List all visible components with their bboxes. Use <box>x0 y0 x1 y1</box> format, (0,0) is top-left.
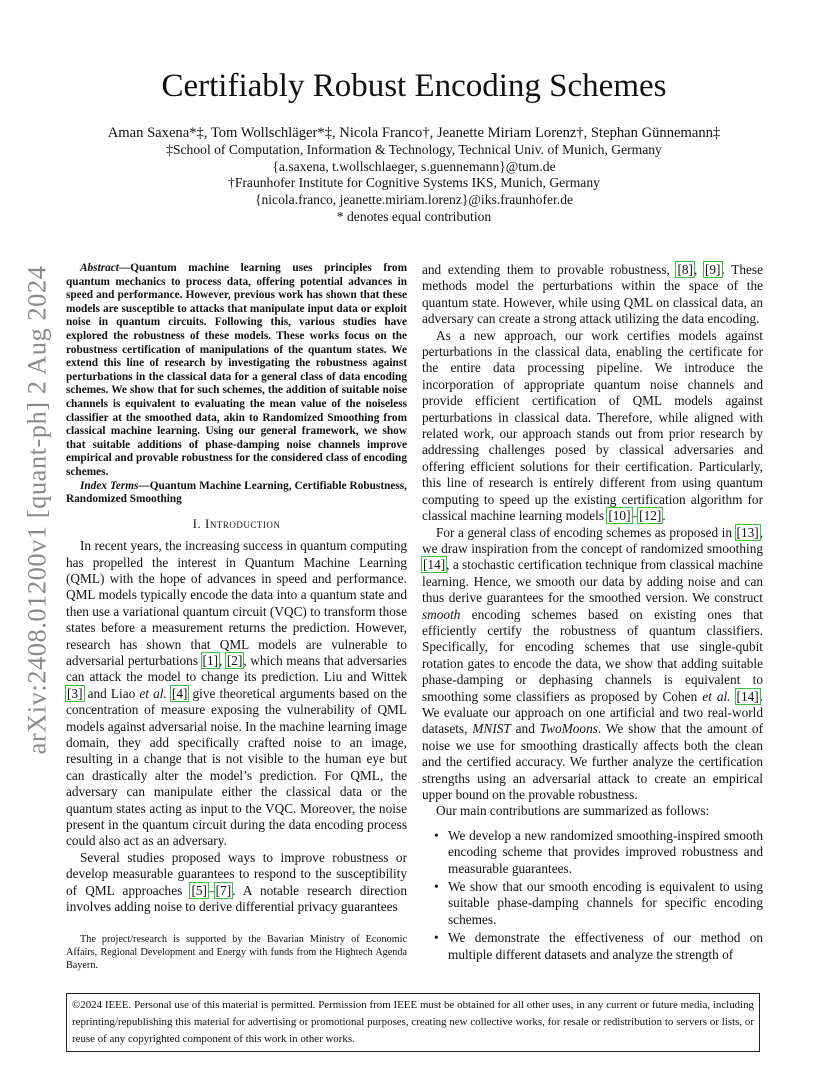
emphasis-smooth: smooth <box>422 606 461 622</box>
text-run: and extending them to provable robustness, <box>422 262 677 277</box>
arxiv-identifier <box>6 265 68 755</box>
text-run: In recent years, the increasing success in quantum computing has propelled the interest in Quantum Machine Learning (QML) with the hope of advances in speed and performance. QML models typically encode the data into a quantum state and then use a variational quantum circuit (VQC) to transform those states before a measurement returns the prediction. However, research has shown that QML models are vulnerable to adversarial perturbations <box>66 538 407 668</box>
citation-link[interactable]: [14] <box>423 557 446 573</box>
text-run: . We show that the amount of noise we use for smoothing drastically affects both the clean and the certified accuracy. We further analyze the certification strengths using an adversarial attack to create an empirical upper bound on the provable robustness. <box>422 721 763 802</box>
section-title: Introduction <box>205 515 281 531</box>
abstract <box>66 262 407 480</box>
right-column <box>422 262 763 965</box>
intro-paragraph-4 <box>422 328 763 525</box>
text-run: encoding schemes based on existing ones that efficiently certify the robustness of quantum classifiers. Specifically, for encoding schemes that use single-qubit rotation gates to encode the data, we show that adding suitable phase-damping or dephasing channels is equivalent to smoothing some classifiers as proposed by Cohen <box>422 606 763 704</box>
text-run: , which means that adversaries can attack the model to change its prediction. Liu and Wittek <box>66 652 407 685</box>
text-run: and Liao <box>83 685 140 701</box>
text-run <box>731 689 736 704</box>
citation-link[interactable]: [9] <box>704 262 721 277</box>
text-run: . <box>662 508 666 524</box>
contributions-intro: Our main contributions are summarized as follows: <box>436 803 710 819</box>
text-run: For a general class of encoding schemes as proposed in <box>436 524 736 540</box>
text-run: As a new approach, our work certifies models against perturbations in the classical data, enabling the certificate for the entire data processing pipeline. We introduce the incorporation of appropriate quantum noise channels and provide efficient certification of QML models against perturbations in classical data. Therefore, while aligned with related work, our approach stands out from prior research by addressing challenges posed by classical adversaries and offering efficient solutions for their certification. Particularly, this line of research is entirely different from using quantum computing to speed up the existing certification algorithm for classical machine learning models <box>422 327 763 524</box>
text-run: , we draw inspiration from the concept of randomized smoothing <box>422 524 763 556</box>
dataset-mnist: MNIST <box>472 721 511 737</box>
text-run: . A notable research direction involves adding noise to derive differential privacy guarantees <box>66 882 407 915</box>
author-list: Aman Saxena*‡, Tom Wollschläger*‡, Nicola Franco†, Jeanette Miriam Lorenz†, Stephan Günnemann‡ <box>107 125 721 141</box>
citation-link[interactable]: [12] <box>639 508 662 524</box>
text-run: – <box>631 508 639 524</box>
citation-link[interactable]: [1] <box>202 652 219 668</box>
intro-paragraph-3 <box>422 262 763 328</box>
author-block <box>0 124 828 226</box>
affiliation-tum: ‡School of Computation, Information & Technology, Technical Univ. of Munich, Germany <box>166 142 662 157</box>
affiliation-fraunhofer: †Fraunhofer Institute for Cognitive Systems IKS, Munich, Germany <box>228 175 600 191</box>
contributions-list <box>422 828 763 963</box>
citation-link[interactable]: [5] <box>191 882 207 898</box>
citation-link[interactable]: [13] <box>736 524 759 540</box>
text-run: and <box>510 721 540 737</box>
left-column <box>66 262 407 915</box>
citation-link[interactable]: [14] <box>736 688 759 704</box>
et-al: et al. <box>139 685 167 701</box>
et-al: et al. <box>702 688 731 704</box>
email-tum: {a.saxena, t.wollschlaeger, s.guennemann}@tum.de <box>272 158 556 174</box>
paper-title: Certifiably Robust Encoding Schemes <box>161 68 667 104</box>
citation-link[interactable]: [7] <box>215 882 232 898</box>
citation-link[interactable]: [2] <box>226 652 243 668</box>
funding-footnote: The project/research is supported by the Bavarian Ministry of Economic Affairs, Regional Development and Energy with funds from the Hightech Agenda Bayern. <box>66 934 407 971</box>
index-terms-label: Index Terms <box>80 479 139 492</box>
index-terms <box>66 480 407 507</box>
text-run: . We evaluate our approach on one artificial and two real-world datasets, <box>422 688 763 737</box>
text-run: – <box>207 882 215 898</box>
text-run: , <box>219 652 226 668</box>
abstract-text: —Quantum machine learning uses principles from quantum mechanics to process data, offering potential advances in speed and performance. However, previous work has shown that these models are susceptible to attacks that manipulate input data or exploit noise in quantum circuits. Following this, various studies have explored the robustness of these models. These works focus on the robustness certification of manipulations of the quantum states. We extend this line of research by investigating the robustness against perturbations in the classical data for a general class of data encoding schemes. We show that for such schemes, the addition of suitable noise channels is equivalent to evaluating the mean value of the noiseless classifier at the smoothed data, akin to Randomized Smoothing from classical machine learning. Using our general framework, we show that suitable additions of phase-damping noise channels improve empirical and provable robustness for the considered class of encoding schemes. <box>66 262 407 478</box>
text-run: , a stochastic certification technique from classical machine learning. Hence, we smooth our data by adding noise and can thus derive guarantees for the smoothed version. We construct <box>422 557 763 606</box>
arxiv-id-text: arXiv:2408.01200v1 [quant-ph] 2 Aug 2024 <box>21 265 52 755</box>
text-run: give theoretical arguments based on the concentration of measure exposing the vulnerability of QML models against adversarial noise. In the machine learning image domain, they add specifically crafted noise to an image, resulting in a change that is not visible to the human eye but can drastically alter the model’s prediction. For QML, the adversary can manipulate either the classical data or the quantum states acting as input to the VQC. Moreover, the noise present in the quantum circuit during the data encoding process could also act as an adversary. <box>66 685 407 849</box>
intro-paragraph-5 <box>422 525 763 804</box>
list-item: • We show that our smooth encoding is equivalent to using suitable phase-damping channels for specific encoding schemes. <box>422 879 763 928</box>
copyright-notice: ©2024 IEEE. Personal use of this material is permitted. Permission from IEEE must be obtained for all other uses, in any current or future media, including reprinting/republishing this material for advertising or promotional purposes, creating new collective works, for resale or redistribution to servers or lists, or reuse of any copyrighted component of this work in other works. <box>66 993 760 1052</box>
email-fraunhofer: {nicola.franco, jeanette.miriam.lorenz}@iks.fraunhofer.de <box>254 192 574 208</box>
text-run: . These methods model the perturbations within the space of the quantum state. However, while using QML on classical data, an adversary can create a strong attack utilizing the data encoding. <box>422 262 763 327</box>
text-run: Several studies proposed ways to improve robustness or develop measurable guarantees to respond to the susceptibility of QML approaches <box>66 849 407 898</box>
intro-paragraph-1 <box>66 538 407 850</box>
section-number: I. <box>192 515 202 531</box>
list-item: • We develop a new randomized smoothing-inspired smooth encoding scheme that provides improved robustness and measurable guarantees. <box>422 828 763 877</box>
text-run: , <box>694 262 704 277</box>
citation-link[interactable]: [3] <box>67 685 83 701</box>
dataset-twomoons: TwoMoons <box>539 721 598 737</box>
equal-contribution-note: * denotes equal contribution <box>336 208 492 224</box>
intro-paragraph-2 <box>66 850 407 916</box>
citation-link[interactable]: [4] <box>171 685 188 701</box>
list-item: • We demonstrate the effectiveness of our method on multiple different datasets and analyze the strength of <box>422 930 763 963</box>
citation-link[interactable]: [8] <box>677 262 693 277</box>
index-terms-text: —Quantum Machine Learning, Certifiable Robustness, Randomized Smoothing <box>66 479 407 506</box>
abstract-label: Abstract <box>80 262 119 274</box>
citation-link[interactable]: [10] <box>608 508 631 524</box>
section-heading-introduction <box>66 516 407 532</box>
